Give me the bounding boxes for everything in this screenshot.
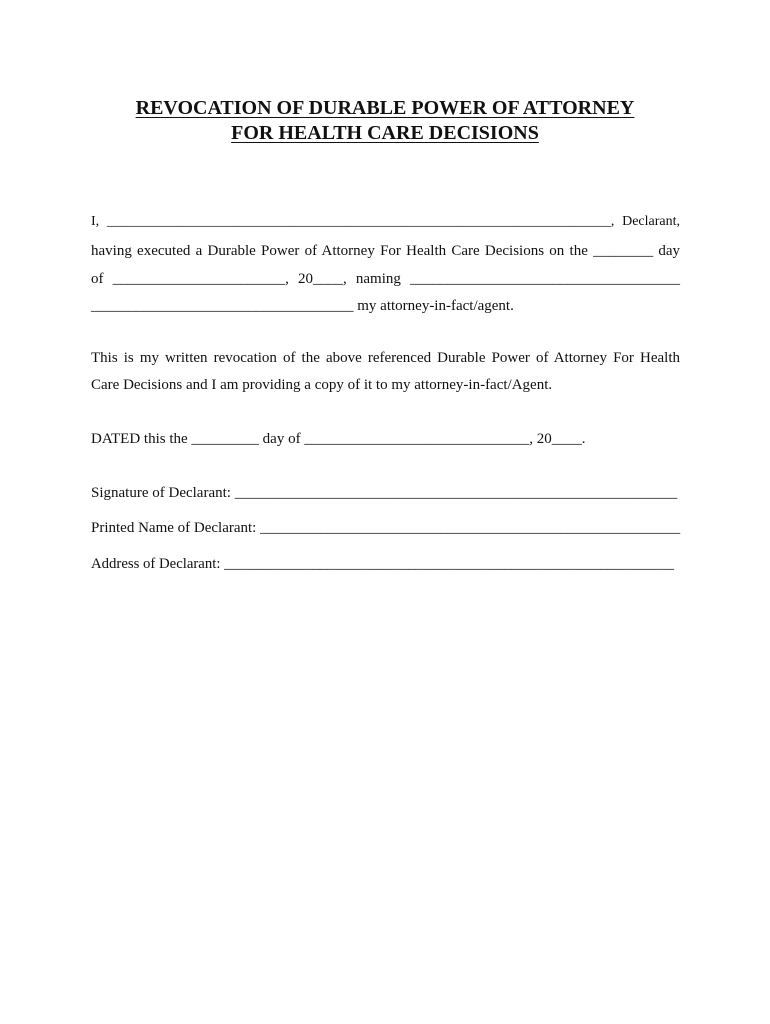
- printed-name-line: Printed Name of Declarant: ________________________________________________________: [91, 520, 681, 536]
- signature-line: Signature of Declarant: ___________________________________________________________: [91, 485, 678, 501]
- dated-line: DATED this the _________ day of ______________________________, 20____.: [91, 431, 586, 447]
- title-line-2: FOR HEALTH CARE DECISIONS: [231, 122, 539, 144]
- document-title: [0, 96, 770, 146]
- revocation-line-2: Care Decisions and I am providing a copy of it to my attorney-in-fact/Agent.: [91, 377, 553, 393]
- agent-line: ___________________________________ my attorney-in-fact/agent.: [91, 298, 514, 314]
- title-line-1: REVOCATION OF DURABLE POWER OF ATTORNEY: [135, 97, 635, 119]
- address-line: Address of Declarant: _____________________________________________________________: [91, 556, 674, 572]
- executed-line: having executed a Durable Power of Attorney For Health Care Decisions on the ________ day: [91, 243, 680, 259]
- revocation-line-1: This is my written revocation of the above referenced Durable Power of Attorney For Health: [91, 350, 680, 366]
- declarant-line: I, ________________________________________________________________________, Declarant,: [91, 214, 680, 229]
- naming-line: of _______________________, 20____, naming ____________________________________: [91, 271, 680, 287]
